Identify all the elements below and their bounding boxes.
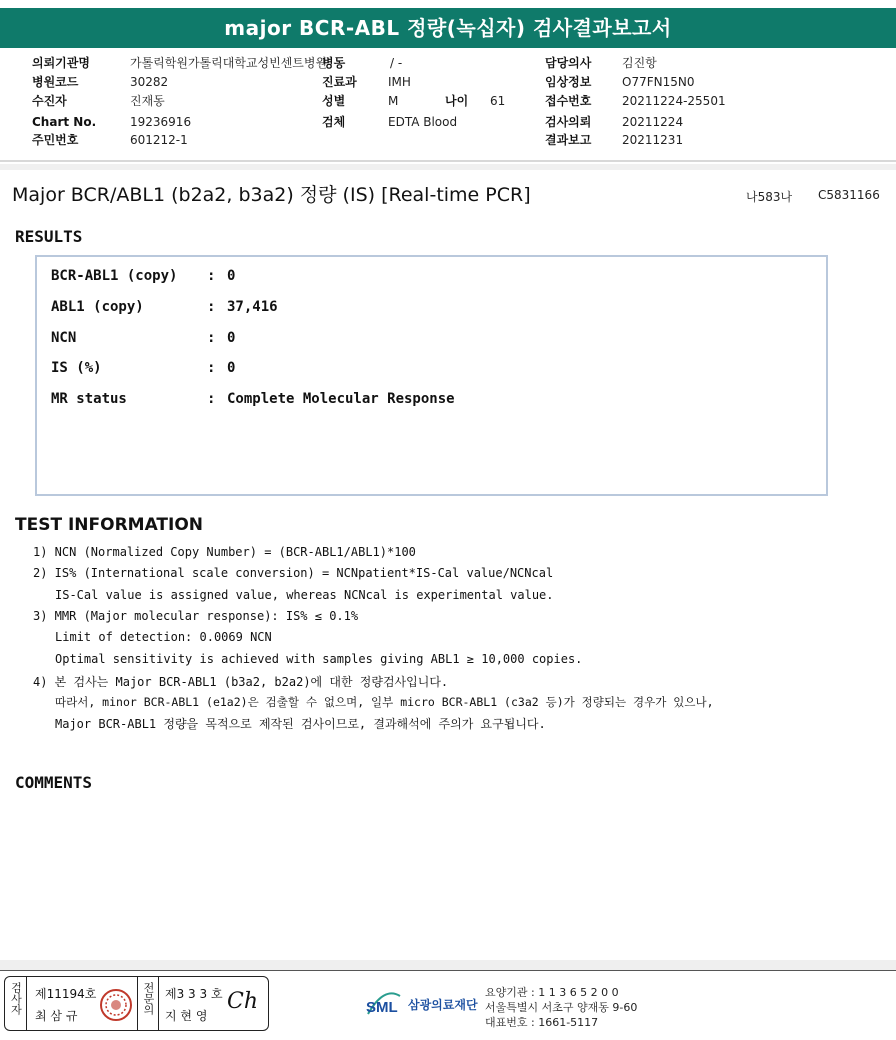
report-date-label: 결과보고 [545,133,592,147]
logo-text: SML [366,999,398,1016]
result-colon: : [207,299,216,315]
report-date-value: 20211231 [622,133,684,147]
specialist-no: 제3 3 3 호 [165,987,223,1001]
test-info-line: 4) 본 검사는 Major BCR-ABL1 (b3a2, b2a2)에 대한 정량검사입니다. [33,675,449,689]
result-key: ABL1 (copy) [51,299,144,315]
result-value: 37,416 [227,299,278,315]
request-date-label: 검사의뢰 [545,115,592,129]
specialist-name: 지 현 영 [165,1009,208,1023]
resident-no-value: 601212-1 [130,133,188,147]
hospital-code-label: 병원코드 [32,75,79,89]
org-name: 삼광의료재단 [408,998,478,1012]
test-title: Major BCR/ABL1 (b2a2, b3a2) 정량 (IS) [Real-time PCR] [12,184,531,206]
result-colon: : [207,268,216,284]
comments-heading: COMMENTS [15,773,93,792]
chart-no-value: 19236916 [130,115,192,129]
test-info-line: 3) MMR (Major molecular response): IS% ≤ 0.1% [33,609,359,623]
specimen-value: EDTA Blood [388,115,458,129]
resident-no-label: 주민번호 [32,133,79,147]
examiner-no: 제11194호 [35,987,97,1001]
result-value: 0 [227,360,236,376]
sex-label: 성별 [322,94,346,108]
examiner-label [5,977,27,1030]
divider-band [0,164,896,170]
age-label: 나이 [445,94,469,108]
test-code-1: 나583나 [746,190,793,204]
chart-no-label: Chart No. [32,115,97,129]
clinical-info-label: 임상정보 [545,75,592,89]
result-key: BCR-ABL1 (copy) [51,268,178,284]
patient-info-panel [0,52,896,156]
institution-label: 의뢰기관명 [32,56,90,70]
result-colon: : [207,330,216,346]
test-information-heading: TEST INFORMATION [15,515,204,535]
result-key: NCN [51,330,77,346]
phone: 대표번호 : 1661-5117 [485,1016,599,1029]
test-code-2: C5831166 [818,188,880,202]
receipt-no-value: 20211224-25501 [622,94,726,108]
examiner-name: 최 삼 규 [35,1009,78,1023]
department-label: 진료과 [322,75,357,89]
test-info-line: Major BCR-ABL1 정량을 목적으로 제작된 검사이므로, 결과해석에 주의가 요구됩니다. [55,717,546,731]
physician-label: 담당의사 [545,56,592,70]
specimen-label: 검체 [322,115,346,129]
sml-logo-icon [364,986,404,1020]
result-key: MR status [51,391,127,407]
test-info-line: Limit of detection: 0.0069 NCN [55,630,272,644]
request-date-value: 20211224 [622,115,684,129]
age-value: 61 [490,94,506,108]
examiner-label-text: 검사자 [9,982,23,1015]
institution-value: 가톨릭학원가톨릭대학교성빈센트병원 [130,56,328,70]
test-info-line: Optimal sensitivity is achieved with samples giving ABL1 ≥ 10,000 copies. [55,652,583,666]
department-value: IMH [388,75,411,89]
specialist-label [137,977,159,1030]
nursing-code: 요양기관 : 1 1 3 6 5 2 0 0 [485,986,619,999]
results-heading: RESULTS [15,227,83,246]
result-colon: : [207,391,216,407]
result-value: Complete Molecular Response [227,391,455,407]
result-value: 0 [227,268,236,284]
patient-label: 수진자 [32,94,67,108]
signature-box [4,976,269,1031]
examiner-seal-icon [99,988,133,1022]
result-value: 0 [227,330,236,346]
ward-value: / - [390,56,403,70]
result-key: IS (%) [51,360,102,376]
specialist-signature: Ch [227,989,259,1014]
footer-divider [0,970,896,971]
test-info-line: 1) NCN (Normalized Copy Number) = (BCR-ABL1/ABL1)*100 [33,545,416,559]
physician-value: 김진항 [622,56,657,70]
hospital-code-value: 30282 [130,75,169,89]
clinical-info-value: O77FN15N0 [622,75,695,89]
test-info-line: IS-Cal value is assigned value, whereas NCNcal is experimental value. [55,588,554,602]
report-title: major BCR-ABL 정량(녹십자) 검사결과보고서 [0,8,896,48]
divider [0,160,896,162]
ward-label: 병동 [322,56,346,70]
address: 서울특별시 서초구 양재동 9-60 [485,1001,638,1014]
patient-value: 진재동 [130,94,165,108]
footer-band [0,960,896,970]
sex-value: M [388,94,399,108]
specialist-label-text: 전문의 [142,982,155,1015]
test-info-line: 2) IS% (International scale conversion) = NCNpatient*IS-Cal value/NCNcal [33,566,554,580]
receipt-no-label: 접수번호 [545,94,592,108]
test-info-line: 따라서, minor BCR-ABL1 (e1a2)은 검출할 수 없으며, 일부 micro BCR-ABL1 (c3a2 등)가 정량되는 경우가 있으나, [55,695,714,709]
results-box [35,255,828,496]
result-colon: : [207,360,216,376]
